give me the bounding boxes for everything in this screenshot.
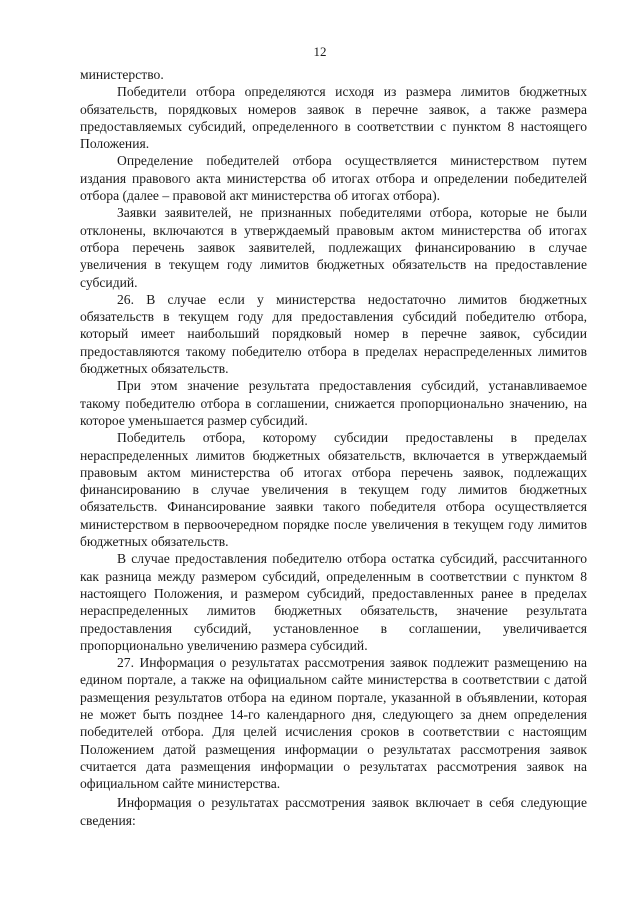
paragraph-result-value-reduction: При этом значение результата предоставления субсидий, устанавливаемое такому победителю отбора в соглашении, снижается пропорционально значению, на которое уменьшается размер субсидий. <box>80 378 587 428</box>
paragraph-continuation: министерство. <box>80 67 164 82</box>
paragraph-winners-act: Определение победителей отбора осуществляется министерством путем издания правового акта министерства об итогах отбора и определении победителей отбора (далее – правовой акт министерства об итогах отбора). <box>80 153 587 204</box>
paragraph-information-contents: Информация о результатах рассмотрения заявок включает в себя следующие сведения: <box>80 795 587 828</box>
document-body <box>80 66 587 829</box>
paragraph-winners-determination: Победители отбора определяются исходя из размера лимитов бюджетных обязательств, порядковых номеров заявок в перечне заявок, а также размера предоставляемых субсидий, определенного в соответствии с пунктом 8 настоящего Положения. <box>80 84 587 152</box>
paragraph-remaining-subsidy: В случае предоставления победителю отбора остатка субсидий, рассчитанного как разница между размером субсидий, определенным в соответствии с пунктом 8 настоящего Положения, и размером субсидий, предоставленных ранее в пределах нераспределенных лимитов бюджетных обязательств, значение результата предоставления субсидий, установленное в соглашении, увеличивается пропорционально увеличению размера субсидий. <box>80 551 587 653</box>
paragraph-clause-26: 26. В случае если у министерства недостаточно лимитов бюджетных обязательств в текущем году для предоставления субсидий победителю отбора, который имеет наибольший порядковый номер в перечне заявок, субсидии предоставляются такому победителю отбора в пределах нераспределенных лимитов бюджетных обязательств. <box>80 291 587 377</box>
paragraph-clause-27: 27. Информация о результатах рассмотрения заявок подлежит размещению на едином портале, а также на официальном сайте министерства в соответствии с датой размещения результатов отбора на едином портале, указанной в объявлении, которая не может быть позднее 14-го календарного дня, следующего за днем определения победителей отбора. Для целей исчисления сроков в соответствии с настоящим Положением датой размещения информации о результатах рассмотрения заявок считается дата размещения информации о результатах рассмотрения заявок на официальном сайте министерства. <box>80 655 587 792</box>
paragraph-non-winning-applications: Заявки заявителей, не признанных победителями отбора, которые не были отклонены, включаются в утверждаемый правовым актом министерства об итогах отбора перечень заявок заявителей, подлежащих финансированию в случае увеличения в текущем году лимитов бюджетных обязательств на предоставление субсидий. <box>80 205 587 290</box>
paragraph-winner-priority-financing: Победитель отбора, которому субсидии предоставлены в пределах нераспределенных лимитов бюджетных обязательств, включается в утверждаемый правовым актом министерства об итогах отбора перечень заявок, подлежащих финансированию в случае увеличения в текущем году лимитов бюджетных обязательств. Финансирование заявки такого победителя отбора осуществляется министерством в первоочередном порядке после увеличения в текущем году лимитов бюджетных обязательств. <box>80 430 587 550</box>
page-number: 12 <box>313 44 327 59</box>
